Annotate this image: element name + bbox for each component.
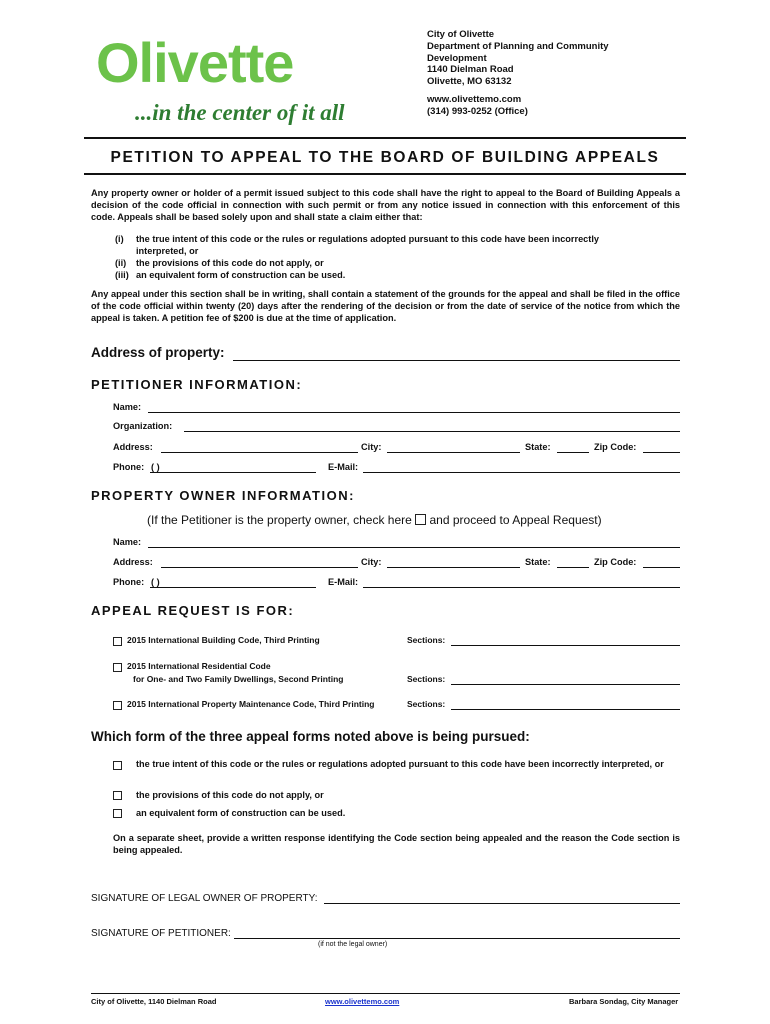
owner-state-field[interactable] [557, 567, 589, 568]
owner-email-field[interactable] [363, 587, 680, 588]
intro-paragraph: Any property owner or holder of a permit issued subject to this code shall have the right to appeal to the Board of Building Appeals a decision of the code official in connection with such permit or from any notice issued in connection with this enforcement of this code. Appeals shall be based solely upon and shall state a claim either that: [91, 188, 680, 222]
olivette-logo: Olivette [96, 31, 294, 94]
owner-zip-label: Zip Code: [594, 557, 637, 567]
owner-signature-label: SIGNATURE OF LEGAL OWNER OF PROPERTY: [91, 893, 318, 904]
petitioner-organization-label: Organization: [113, 421, 173, 431]
petitioner-signature-field[interactable] [234, 938, 680, 939]
logo-tagline: ...in the center of it all [135, 100, 345, 125]
owner-email-label: E-Mail: [328, 577, 359, 587]
code-checkbox[interactable] [113, 701, 122, 710]
owner-note [147, 513, 602, 527]
owner-phone-label: Phone: [113, 577, 145, 587]
code-label: 2015 International Property Maintenance Code, Third Printing [127, 699, 375, 709]
owner-phone-field[interactable] [150, 587, 316, 588]
code-checkbox[interactable] [113, 637, 122, 646]
sections-label: Sections: [407, 674, 446, 684]
form-checkbox[interactable] [113, 761, 122, 770]
owner-zip-field[interactable] [643, 567, 680, 568]
petitioner-signature-label: SIGNATURE OF PETITIONER: [91, 928, 231, 939]
claim-item [115, 269, 638, 281]
website-text: www.olivettemo.com [427, 93, 522, 105]
claim-text: an equivalent form of construction can be used. [136, 270, 346, 280]
claim-number: (i) [115, 234, 124, 244]
claim-number: (iii) [115, 270, 129, 280]
owner-name-field[interactable] [148, 547, 680, 548]
footer-website-link[interactable]: www.olivettemo.com [325, 997, 400, 1006]
owner-heading: PROPERTY OWNER INFORMATION: [91, 488, 355, 503]
address-line: 1140 Dielman Road [427, 64, 514, 76]
address-line: Olivette, MO 63132 [427, 76, 512, 88]
form-option [113, 787, 122, 805]
city-address-block [427, 29, 609, 118]
address-line: Development [427, 52, 487, 64]
which-form-heading: Which form of the three appeal forms noted above is being pursued: [91, 729, 530, 744]
owner-same-checkbox[interactable] [415, 514, 426, 525]
code-checkbox[interactable] [113, 663, 122, 672]
owner-note-text-after: and proceed to Appeal Request) [429, 513, 602, 527]
footer-city-manager: Barbara Sondag, City Manager [569, 997, 679, 1006]
petitioner-organization-field[interactable] [184, 431, 680, 432]
owner-name-label: Name: [113, 537, 142, 547]
signature-note: (if not the legal owner) [318, 941, 388, 948]
address-of-property-label: Address of property: [91, 345, 225, 360]
form-option [113, 757, 122, 775]
petitioner-phone-area: ( ) [151, 462, 160, 472]
sections-field[interactable] [451, 684, 680, 685]
owner-city-field[interactable] [387, 567, 520, 568]
code-option [113, 697, 122, 715]
claim-number: (ii) [115, 258, 127, 268]
owner-phone-area: ( ) [151, 577, 160, 587]
owner-state-label: State: [525, 557, 551, 567]
sections-field[interactable] [451, 709, 680, 710]
form-option-text: an equivalent form of construction can be used. [136, 808, 346, 818]
petitioner-address-label: Address: [113, 442, 153, 452]
code-label: 2015 International Residential Code [127, 661, 271, 671]
code-label-line2: for One- and Two Family Dwellings, Second Printing [133, 674, 344, 684]
form-option-text: the true intent of this code or the rules or regulations adopted pursuant to this code have been incorrectly interpreted, or [136, 759, 664, 769]
petitioner-heading: PETITIONER INFORMATION: [91, 377, 303, 392]
petitioner-email-field[interactable] [363, 472, 680, 473]
footer-rule [91, 993, 680, 994]
owner-address-label: Address: [113, 557, 153, 567]
petitioner-phone-label: Phone: [113, 462, 145, 472]
petitioner-zip-label: Zip Code: [594, 442, 637, 452]
code-option [113, 659, 122, 677]
petitioner-state-label: State: [525, 442, 551, 452]
claim-text: the true intent of this code or the rules or regulations adopted pursuant to this code have been incorrectly interpreted, or [136, 234, 600, 256]
claim-text: the provisions of this code do not apply, or [136, 258, 324, 268]
petitioner-name-label: Name: [113, 402, 142, 412]
address-line: City of Olivette [427, 29, 495, 40]
sections-label: Sections: [407, 635, 446, 645]
form-option [113, 805, 122, 823]
owner-signature-field[interactable] [324, 903, 680, 904]
appeal-paragraph: Any appeal under this section shall be in writing, shall contain a statement of the grounds for the appeal and shall be filed in the office of the code official within twenty (20) days after the rendering of the decision or from the date of service of the notice from which the appeal is taken. A petition fee of $200 is due at the time of application. [91, 289, 680, 323]
petitioner-name-field[interactable] [148, 412, 680, 413]
form-checkbox[interactable] [113, 791, 122, 800]
sections-label: Sections: [407, 699, 446, 709]
claim-item [115, 233, 638, 257]
owner-city-label: City: [361, 557, 382, 567]
petitioner-zip-field[interactable] [643, 452, 680, 453]
petitioner-email-label: E-Mail: [328, 462, 359, 472]
petitioner-city-field[interactable] [387, 452, 520, 453]
owner-note-text: (If the Petitioner is the property owner, check here [147, 513, 412, 527]
phone-text: (314) 993-0252 (Office) [427, 105, 528, 117]
petitioner-phone-field[interactable] [150, 472, 316, 473]
code-option [113, 633, 122, 651]
owner-address-field[interactable] [161, 567, 358, 568]
petitioner-state-field[interactable] [557, 452, 589, 453]
footer-address: City of Olivette, 1140 Dielman Road [91, 997, 217, 1006]
appeal-heading: APPEAL REQUEST IS FOR: [91, 603, 295, 618]
petitioner-city-label: City: [361, 442, 382, 452]
form-option-text: the provisions of this code do not apply, or [136, 790, 324, 800]
petitioner-address-field[interactable] [161, 452, 358, 453]
code-label: 2015 International Building Code, Third Printing [127, 635, 320, 645]
separate-sheet-instructions: On a separate sheet, provide a written response identifying the Code section being appealed and the reason the Code section is being appealed. [113, 833, 680, 855]
form-checkbox[interactable] [113, 809, 122, 818]
claim-item [115, 257, 638, 269]
title-bottom-rule [84, 173, 686, 175]
address-line: Department of Planning and Community [427, 40, 609, 52]
title-top-rule [84, 137, 686, 139]
sections-field[interactable] [451, 645, 680, 646]
page-title: PETITION TO APPEAL TO THE BOARD OF BUILDING APPEALS [110, 149, 660, 166]
address-of-property-field[interactable] [233, 360, 680, 361]
